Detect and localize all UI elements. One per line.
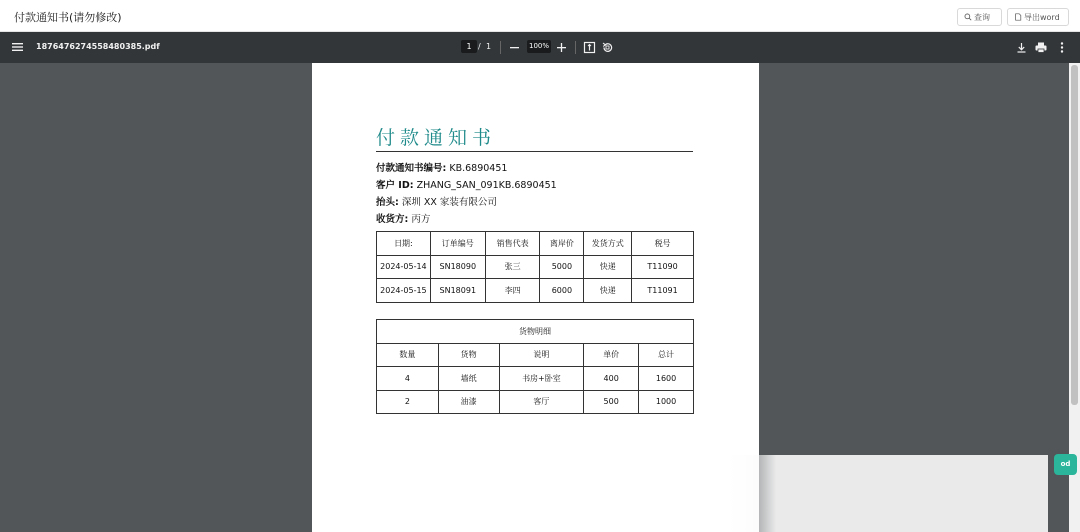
- pdf-page: [312, 63, 759, 532]
- table-cell: 书房+卧室: [499, 367, 584, 391]
- table-cell: 张三: [485, 255, 540, 279]
- order-table: [376, 231, 694, 303]
- table-cell: 油漆: [438, 390, 499, 414]
- overlay-patch: [728, 455, 1048, 532]
- table-cell: 2024-05-15: [377, 279, 431, 303]
- table-row: [377, 367, 694, 391]
- table-cell: 2024-05-14: [377, 255, 431, 279]
- export-word-label: 导出word: [1024, 12, 1060, 22]
- toolbar-divider: [575, 41, 576, 54]
- table-cell: 500: [584, 390, 639, 414]
- toolbar-divider: [500, 41, 501, 54]
- search-button-label: 查询: [974, 12, 990, 22]
- page-title: 付款通知书(请勿修改): [14, 11, 122, 24]
- table-header-row: [377, 232, 694, 256]
- consignee-value: 丙方: [411, 214, 431, 225]
- title-rule: [376, 151, 693, 152]
- header-company-value: 深圳 XX 家装有限公司: [401, 197, 497, 208]
- customer-id-line: [376, 177, 557, 191]
- notice-number-value: KB.6890451: [449, 163, 508, 174]
- goods-table: [376, 319, 694, 414]
- table-caption-row: [377, 320, 694, 344]
- table-cell: 2: [377, 390, 439, 414]
- table-cell: 1600: [639, 367, 694, 391]
- page-separator: /: [478, 42, 481, 51]
- customer-id-value: ZHANG_SAN_091KB.6890451: [416, 180, 557, 191]
- pdf-filename: 1876476274558480385.pdf: [36, 42, 160, 51]
- zoom-out-icon[interactable]: [509, 42, 520, 53]
- table-cell: 400: [584, 367, 639, 391]
- fit-page-icon[interactable]: [583, 41, 596, 54]
- table-cell: 客厅: [499, 390, 584, 414]
- zoom-in-icon[interactable]: [556, 42, 567, 53]
- menu-icon[interactable]: [12, 42, 23, 52]
- table-cell: 李四: [485, 279, 540, 303]
- table-header: 销售代表: [485, 232, 540, 256]
- search-button[interactable]: [957, 8, 1002, 26]
- header-company-line: [376, 194, 497, 208]
- table-cell: T11091: [632, 279, 694, 303]
- table-row: [377, 255, 694, 279]
- print-icon[interactable]: [1034, 41, 1048, 54]
- app-header: [0, 0, 1080, 32]
- table-cell: T11090: [632, 255, 694, 279]
- table-cell: 墙纸: [438, 367, 499, 391]
- table-header: 总计: [639, 343, 694, 367]
- table-header: 税号: [632, 232, 694, 256]
- table-header: 发货方式: [584, 232, 632, 256]
- table-cell: 1000: [639, 390, 694, 414]
- rotate-icon[interactable]: [601, 41, 614, 54]
- table-header: 数量: [377, 343, 439, 367]
- document-icon: [1014, 13, 1022, 21]
- notice-number-line: [376, 160, 507, 174]
- notice-number-label: 付款通知书编号:: [376, 163, 447, 174]
- table-header: 离岸价: [540, 232, 584, 256]
- table-header: 说明: [499, 343, 584, 367]
- table-header-row: [377, 343, 694, 367]
- table-header: 单价: [584, 343, 639, 367]
- table-cell: SN18090: [430, 255, 485, 279]
- table-cell: SN18091: [430, 279, 485, 303]
- download-icon[interactable]: [1015, 41, 1028, 54]
- table-row: [377, 390, 694, 414]
- goods-table-caption: 货物明细: [377, 320, 694, 344]
- page-total: 1: [486, 42, 492, 51]
- consignee-label: 收货方:: [376, 214, 409, 225]
- customer-id-label: 客户 ID:: [376, 180, 414, 191]
- export-word-button[interactable]: [1007, 8, 1069, 26]
- table-cell: 6000: [540, 279, 584, 303]
- consignee-line: [376, 211, 430, 225]
- table-row: [377, 279, 694, 303]
- more-vertical-icon[interactable]: [1056, 41, 1068, 54]
- page-number-input[interactable]: 1: [461, 40, 477, 53]
- zoom-level[interactable]: 100%: [527, 40, 551, 53]
- document-title: 付款通知书: [376, 127, 497, 149]
- header-company-label: 抬头:: [376, 197, 399, 208]
- table-header: 货物: [438, 343, 499, 367]
- table-header: 日期:: [377, 232, 431, 256]
- table-cell: 快递: [584, 255, 632, 279]
- table-header: 订单编号: [430, 232, 485, 256]
- floating-action-button[interactable]: od: [1054, 454, 1077, 475]
- scrollbar-thumb[interactable]: [1071, 65, 1078, 405]
- table-cell: 4: [377, 367, 439, 391]
- table-cell: 快递: [584, 279, 632, 303]
- pdf-toolbar: [0, 32, 1080, 63]
- search-icon: [964, 13, 972, 21]
- table-cell: 5000: [540, 255, 584, 279]
